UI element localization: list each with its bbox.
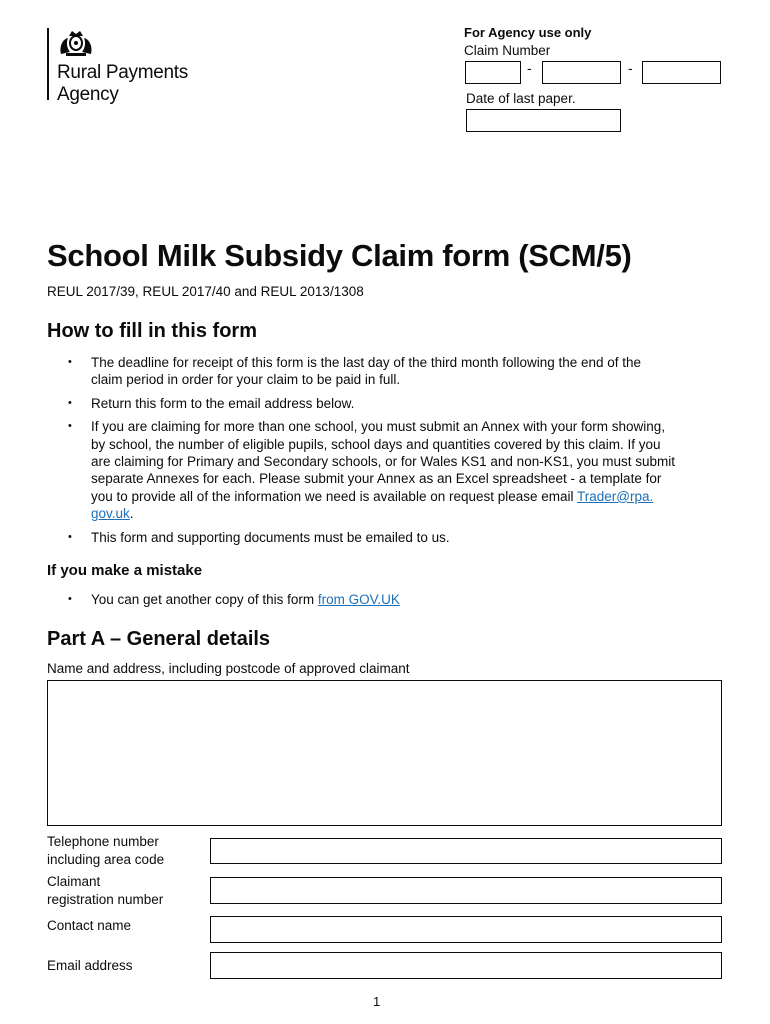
part-a-section — [47, 628, 270, 651]
annex-line-5: you to provide all of the information we need is available on request please email — [91, 488, 578, 504]
regulation-reference: REUL 2017/39, REUL 2017/40 and REUL 2013/1308 — [47, 284, 364, 299]
contact-name-label: Contact name — [47, 918, 132, 933]
annex-line-4: separate Annexes for each. Please submit your Annex as an Excel spreadsheet - a template for — [91, 471, 662, 487]
another-copy-text: You can get another copy of this form — [91, 592, 318, 607]
how-to-heading: How to fill in this form — [47, 320, 257, 342]
claim-number-field-1[interactable] — [465, 61, 521, 84]
date-last-paper-field[interactable] — [466, 109, 621, 132]
gov-uk-link[interactable]: from GOV.UK — [317, 592, 400, 607]
claimant-registration-label — [47, 873, 163, 908]
telephone-label-line-2: including area code — [47, 851, 165, 867]
list-item — [47, 354, 737, 389]
telephone-input[interactable] — [210, 838, 722, 864]
address-label: Name and address, including postcode of approved claimant — [47, 661, 410, 676]
claimant-address-textarea[interactable] — [47, 680, 722, 826]
page-title: School Milk Subsidy Claim form (SCM/5) — [47, 238, 632, 273]
contact-name-input[interactable] — [210, 916, 722, 943]
deadline-line-1: The deadline for receipt of this form is the last day of the third month following the end of the — [91, 355, 642, 370]
list-item — [47, 591, 737, 608]
trader-email-link-part-2[interactable]: gov.uk — [91, 506, 130, 522]
claim-number-separator-1: - — [527, 60, 532, 76]
part-a-heading: Part A – General details — [47, 628, 271, 650]
trader-email-link-part-1[interactable]: Trader@rpa. — [577, 488, 654, 504]
annex-end-period: . — [129, 506, 134, 522]
organisation-name — [57, 62, 188, 106]
how-to-list-container — [47, 354, 737, 552]
email-submission-text: This form and supporting documents must be emailed to us. — [91, 529, 450, 545]
annex-line-3: are claiming for Primary and Secondary schools, or for Wales KS1 and non-KS1, you must submit — [91, 454, 676, 470]
claimant-registration-input[interactable] — [210, 877, 722, 904]
org-line-2: Agency — [57, 84, 119, 105]
page-number: 1 — [373, 994, 381, 1009]
claim-number-separator-2: - — [628, 60, 633, 76]
how-to-section — [47, 320, 257, 343]
agency-use-heading: For Agency use only — [464, 25, 592, 40]
email-address-label: Email address — [47, 958, 133, 973]
telephone-label — [47, 833, 164, 868]
mistake-list-container — [47, 591, 737, 614]
deadline-line-2: claim period in order for your claim to be paid in full. — [91, 372, 401, 388]
list-item — [47, 529, 737, 546]
return-form-text: Return this form to the email address below. — [91, 395, 355, 411]
mistake-section — [47, 562, 202, 579]
claimant-label-line-2: registration number — [47, 891, 164, 907]
list-item — [47, 418, 737, 522]
royal-crest-icon — [57, 28, 95, 58]
mistake-list — [47, 591, 737, 608]
mistake-heading: If you make a mistake — [47, 562, 203, 579]
org-line-1: Rural Payments — [57, 62, 188, 83]
claimant-label-line-1: Claimant — [47, 874, 101, 889]
claim-number-field-2[interactable] — [542, 61, 621, 84]
claim-number-field-3[interactable] — [642, 61, 721, 84]
annex-line-1: If you are claiming for more than one school, you must submit an Annex with your form showing, — [91, 419, 666, 435]
date-last-paper-label: Date of last paper. — [466, 91, 576, 106]
email-address-input[interactable] — [210, 952, 722, 979]
claim-number-label: Claim Number — [464, 43, 551, 58]
list-item — [47, 395, 737, 412]
annex-line-2: by school, the number of eligible pupils, school days and quantities covered by this claim. If you — [91, 436, 661, 452]
telephone-label-line-1: Telephone number — [47, 834, 159, 849]
how-to-list — [47, 354, 737, 546]
logo-divider — [47, 28, 49, 100]
